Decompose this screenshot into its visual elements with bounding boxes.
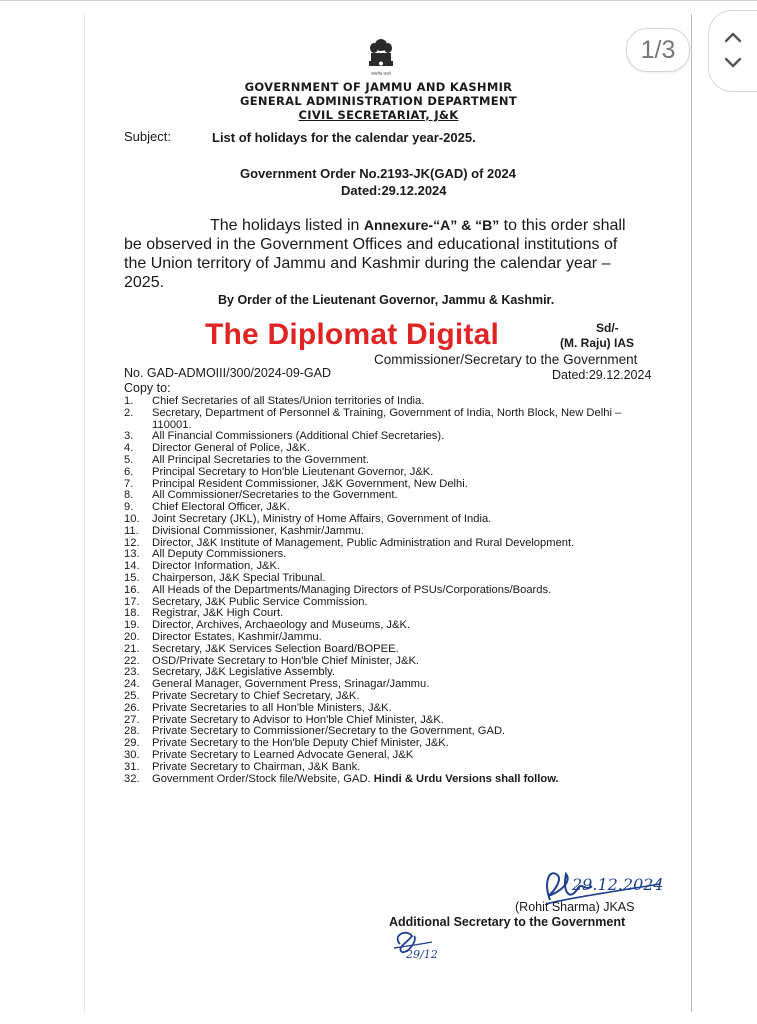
list-item: 6. Principal Secretary to Hon'ble Lieutenant Governor, J&K. — [124, 465, 434, 478]
list-item: 27. Private Secretary to Advisor to Hon'ble Chief Minister, J&K. — [124, 713, 444, 726]
body-line-1: The holidays listed in Annexure-“A” & “B” to this order shall — [210, 217, 626, 234]
list-item: 4. Director General of Police, J&K. — [124, 442, 310, 455]
copy-to-list — [124, 396, 654, 785]
signer-name: (Rohit Sharma) JKAS — [515, 900, 635, 914]
svg-text:29.12.2024: 29.12.2024 — [572, 875, 664, 894]
body-line-4: 2025. — [124, 274, 165, 291]
list-item-last: 32. Government Order/Stock file/Website, GAD. Hindi & Urdu Versions shall follow. — [124, 772, 559, 785]
signatory-name: (M. Raju) IAS — [560, 336, 634, 350]
annexure-reference: Annexure-“A” & “B” — [363, 217, 500, 233]
list-item: 1. Chief Secretaries of all States/Union territories of India. — [124, 395, 425, 407]
list-item: 31. Private Secretary to Chairman, J&K Bank. — [124, 760, 361, 773]
list-item: 20. Director Estates, Kashmir/Jammu. — [124, 630, 322, 643]
list-item: 12. Director, J&K Institute of Management, Public Administration and Rural Development. — [124, 536, 575, 549]
list-item: 8. All Commissioner/Secretaries to the Government. — [124, 489, 398, 502]
watermark-text: The Diplomat Digital — [205, 318, 500, 351]
viewer-top-border — [0, 0, 757, 1]
body-line-3: the Union territory of Jammu and Kashmir during the calendar year – — [124, 255, 611, 272]
list-item: 2. Secretary, Department of Personnel & Training, Government of India, North Block, New Delhi – 110001. — [124, 406, 622, 431]
subject-text: List of holidays for the calendar year-2025. — [212, 130, 476, 145]
list-item: 15. Chairperson, J&K Special Tribunal. — [124, 571, 326, 584]
header-line-government: GOVERNMENT OF JAMMU AND KASHMIR — [244, 80, 513, 94]
order-number: Government Order No.2193-JK(GAD) of 2024 — [240, 166, 516, 181]
sd-mark: Sd/- — [596, 321, 619, 335]
national-emblem-icon — [364, 36, 398, 78]
header-line-department: GENERAL ADMINISTRATION DEPARTMENT — [240, 94, 517, 108]
list-item: 21. Secretary, J&K Services Selection Board/BOPEE. — [124, 642, 399, 655]
list-item: 17. Secretary, J&K Public Service Commission. — [124, 595, 368, 608]
copy-to-label: Copy to: — [124, 381, 171, 395]
list-item: 18. Registrar, J&K High Court. — [124, 607, 284, 620]
list-item: 28. Private Secretary to Commissioner/Secretary to the Government, GAD. — [124, 725, 506, 738]
list-item: 25. Private Secretary to Chief Secretary, J&K. — [124, 689, 360, 702]
list-item: 24. General Manager, Government Press, Srinagar/Jammu. — [124, 678, 430, 691]
list-item: 19. Director, Archives, Archaeology and Museums, J&K. — [124, 619, 411, 632]
signer-title: Additional Secretary to the Government — [389, 915, 626, 929]
header-line-secretariat: CIVIL SECRETARIAT, J&K — [298, 108, 459, 122]
svg-text:29/12: 29/12 — [406, 948, 438, 961]
list-item: 22. OSD/Private Secretary to Hon'ble Chief Minister, J&K. — [124, 654, 420, 667]
list-item: 26. Private Secretaries to all Hon'ble Ministers, J&K. — [124, 701, 392, 714]
chevron-down-icon[interactable] — [724, 57, 742, 69]
subject-label: Subject: — [124, 129, 171, 144]
page-indicator[interactable]: 1/3 — [626, 28, 690, 72]
reference-number: No. GAD-ADMOIII/300/2024-09-GAD — [124, 366, 332, 380]
order-date: Dated:29.12.2024 — [341, 183, 447, 198]
body-line-2: be observed in the Government Offices and educational institutions of — [124, 236, 618, 253]
list-item: 23. Secretary, J&K Legislative Assembly. — [124, 666, 336, 679]
svg-text:सत्यमेव जयते: सत्यमेव जयते — [371, 71, 391, 76]
list-item: 30. Private Secretary to Learned Advocate General, J&K — [124, 748, 414, 761]
handwritten-initials — [388, 926, 458, 962]
list-item: 3. All Financial Commissioners (Additional Chief Secretaries). — [124, 430, 445, 443]
chevron-up-icon[interactable] — [724, 31, 742, 43]
reference-date: Dated:29.12.2024 — [552, 368, 652, 382]
list-item: 9. Chief Electoral Officer, J&K. — [124, 501, 290, 514]
list-item: 29. Private Secretary to the Hon'ble Deputy Chief Minister, J&K. — [124, 737, 449, 750]
list-item: 5. All Principal Secretaries to the Government. — [124, 453, 370, 466]
list-item: 14. Director Information, J&K. — [124, 560, 281, 573]
signatory-title: Commissioner/Secretary to the Government — [374, 352, 638, 367]
by-order-line: By Order of the Lieutenant Governor, Jammu & Kashmir. — [218, 293, 555, 307]
list-item: 7. Principal Resident Commissioner, J&K Government, New Delhi. — [124, 477, 468, 490]
list-item: 13. All Deputy Commissioners. — [124, 548, 287, 561]
list-item: 10. Joint Secretary (JKL), Ministry of Home Affairs, Government of India. — [124, 512, 492, 525]
list-item: 11. Divisional Commissioner, Kashmir/Jammu. — [124, 524, 364, 537]
list-item: 16. All Heads of the Departments/Managing Directors of PSUs/Corporations/Boards. — [124, 583, 552, 596]
